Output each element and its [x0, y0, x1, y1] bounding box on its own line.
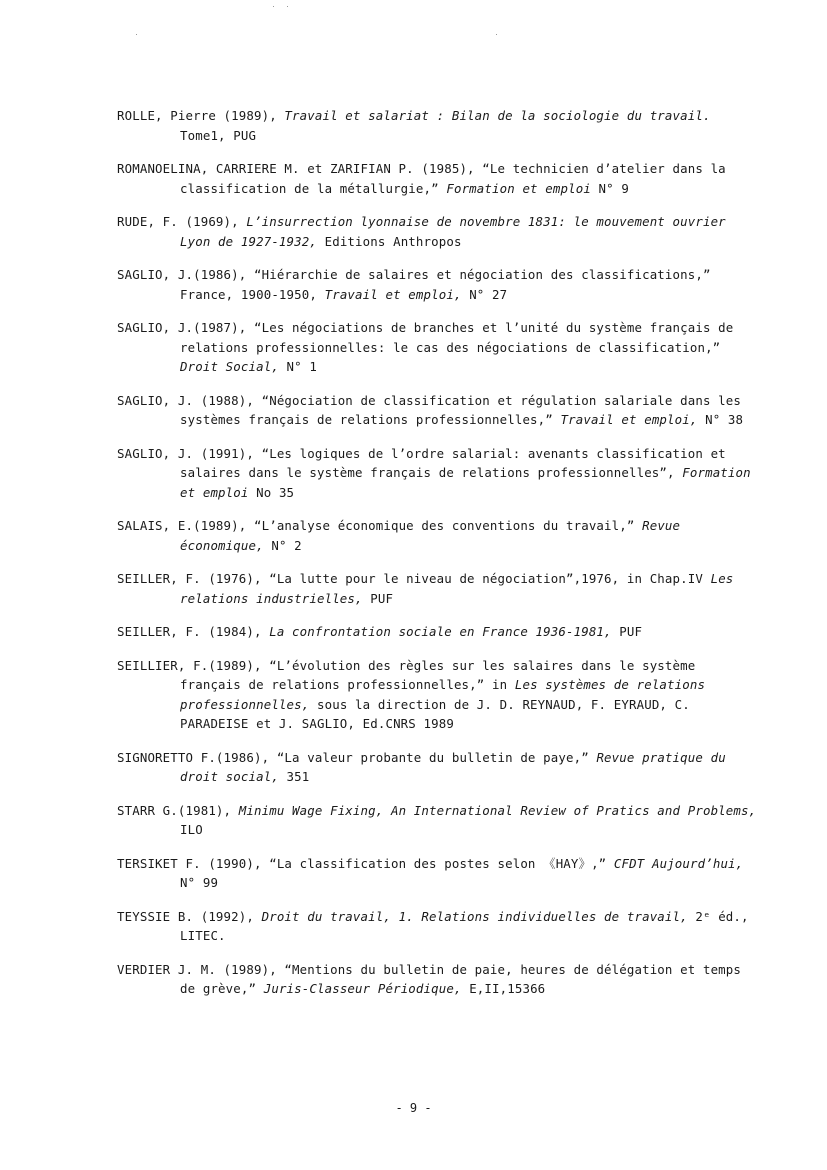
scan-speck: [496, 34, 497, 35]
entry-publication-title: Les systèmes de relations professionnelles,: [180, 677, 706, 712]
entry-article-title: “Les négociations de branches et l’unité du système français de relations professionnelles: le cas des négociations de classification,”: [180, 320, 734, 355]
entry-publication-title: L’insurrection lyonnaise de novembre 1831: le mouvement ouvrier Lyon de 1927-1932,: [180, 214, 726, 249]
bibliography-entry: [117, 569, 757, 608]
entry-rest: N° 27: [461, 286, 508, 302]
entry-author: SAGLIO, J. (1991),: [117, 445, 262, 461]
entry-publication-title: Droit Social,: [180, 359, 279, 374]
bibliography-entry: [117, 391, 757, 430]
bibliography-entry: [117, 960, 757, 999]
entry-rest: PUF: [362, 590, 394, 606]
entry-author: SAGLIO, J. (1988),: [117, 392, 262, 408]
entry-rest: 351: [278, 769, 310, 784]
entry-author: SEILLER, F. (1984),: [117, 624, 270, 639]
entry-author: RUDE, F. (1969),: [117, 214, 247, 229]
entry-article-title: “Hiérarchie de salaires et négociation des classifications,” France, 1900-1950,: [180, 267, 711, 302]
entry-rest: N° 1: [278, 359, 317, 374]
entry-author: SEILLIER, F.(1989),: [117, 657, 270, 673]
entry-author: VERDIER J. M. (1989),: [117, 961, 285, 977]
entry-article-title: “Le technicien d’atelier dans la classification de la métallurgie,”: [180, 161, 726, 196]
bibliography-entry: [117, 516, 757, 555]
scan-speck: [287, 6, 288, 7]
entry-publication-title: Formation et emploi: [446, 180, 591, 196]
entry-article-title: “L’analyse économique des conventions du travail,”: [253, 518, 643, 533]
entry-publication-title: Travail et emploi,: [560, 412, 698, 427]
scan-speck: [136, 34, 137, 35]
bibliography-entry: [117, 622, 757, 642]
entry-publication-title: CFDT Aujourd’hui,: [613, 855, 744, 871]
entry-publication-title: Formation et emploi: [180, 465, 751, 500]
bibliography-entry: [117, 159, 757, 198]
entry-article-title: “L’évolution des règles sur les salaires dans le système français de relations professionnelles,” in: [180, 657, 696, 692]
bibliography-entry: [117, 656, 757, 734]
entry-article-title: “La lutte pour le niveau de négociation”,1976, in Chap.IV: [269, 571, 711, 586]
entry-publication-title: Droit du travail, 1. Relations individuelles de travail,: [261, 908, 688, 924]
entry-article-title: “Les logiques de l’ordre salarial: avenants classification et salaires dans le système français de relations professionnelles”,: [180, 445, 726, 480]
entry-author: SEILLER, F. (1976),: [117, 571, 270, 586]
entry-author: SAGLIO, J.(1986),: [117, 267, 254, 282]
entry-rest: N° 2: [263, 537, 302, 553]
bibliography-entry: [117, 212, 757, 251]
entry-rest: Editions Anthropos: [316, 233, 462, 249]
entry-rest: 2ᵉ éd., LITEC.: [180, 908, 749, 943]
entry-rest: PUF: [611, 624, 643, 639]
page-number: - 9 -: [395, 1101, 432, 1115]
entry-author: SAGLIO, J.(1987),: [117, 320, 254, 335]
entry-publication-title: Les relations industrielles,: [180, 571, 734, 606]
entry-rest: N° 9: [590, 180, 629, 196]
entry-author: ROMANOELINA, CARRIERE M. et ZARIFIAN P. (1985),: [117, 161, 483, 176]
entry-author: STARR G.(1981),: [117, 802, 239, 818]
bibliography-entry: [117, 106, 757, 145]
entry-publication-title: Juris-Classeur Périodique,: [263, 981, 462, 996]
entry-publication-title: La confrontation sociale en France 1936-1981,: [269, 624, 612, 639]
entry-rest: ILO: [180, 822, 203, 837]
entry-author: TERSIKET F. (1990),: [117, 855, 270, 871]
bibliography-entry: [117, 907, 757, 946]
bibliography-entry: [117, 801, 757, 840]
bibliography-list: [117, 106, 757, 1013]
bibliography-entry: [117, 854, 757, 893]
entry-article-title: “Mentions du bulletin de paie, heures de délégation et temps de grève,”: [180, 961, 742, 996]
entry-article-title: “La valeur probante du bulletin de paye,”: [276, 749, 597, 765]
bibliography-entry: [117, 318, 757, 377]
bibliography-entry: [117, 444, 757, 503]
entry-rest: N° 38: [697, 412, 744, 427]
entry-publication-title: Travail et salariat : Bilan de la sociologie du travail.: [284, 108, 711, 123]
entry-rest: E,II,15366: [461, 981, 546, 996]
entry-publication-title: Revue pratique du droit social,: [180, 749, 726, 784]
entry-author: SALAIS, E.(1989),: [117, 518, 254, 533]
entry-author: SIGNORETTO F.(1986),: [117, 749, 277, 765]
entry-author: TEYSSIE B. (1992),: [117, 908, 262, 924]
scan-speck: [273, 6, 274, 7]
entry-author: ROLLE, Pierre (1989),: [117, 108, 285, 123]
entry-rest: N° 99: [180, 875, 219, 890]
entry-article-title: “La classification des postes selon 《HAY》,”: [269, 855, 614, 871]
entry-article-title: “Négociation de classification et régulation salariale dans les systèmes français de relations professionnelles,”: [180, 392, 742, 427]
entry-publication-title: Minimu Wage Fixing, An International Review of Pratics and Problems,: [238, 802, 757, 818]
entry-rest: sous la direction de J. D. REYNAUD, F. EYRAUD, C. PARADEISE et J. SAGLIO, Ed.CNRS 1989: [180, 696, 690, 731]
entry-publication-title: Travail et emploi,: [324, 286, 462, 302]
entry-rest: Tome1, PUG: [180, 127, 257, 143]
bibliography-entry: [117, 748, 757, 787]
entry-rest: No 35: [248, 484, 295, 500]
bibliography-entry: [117, 265, 757, 304]
entry-publication-title: Revue économique,: [180, 518, 681, 553]
